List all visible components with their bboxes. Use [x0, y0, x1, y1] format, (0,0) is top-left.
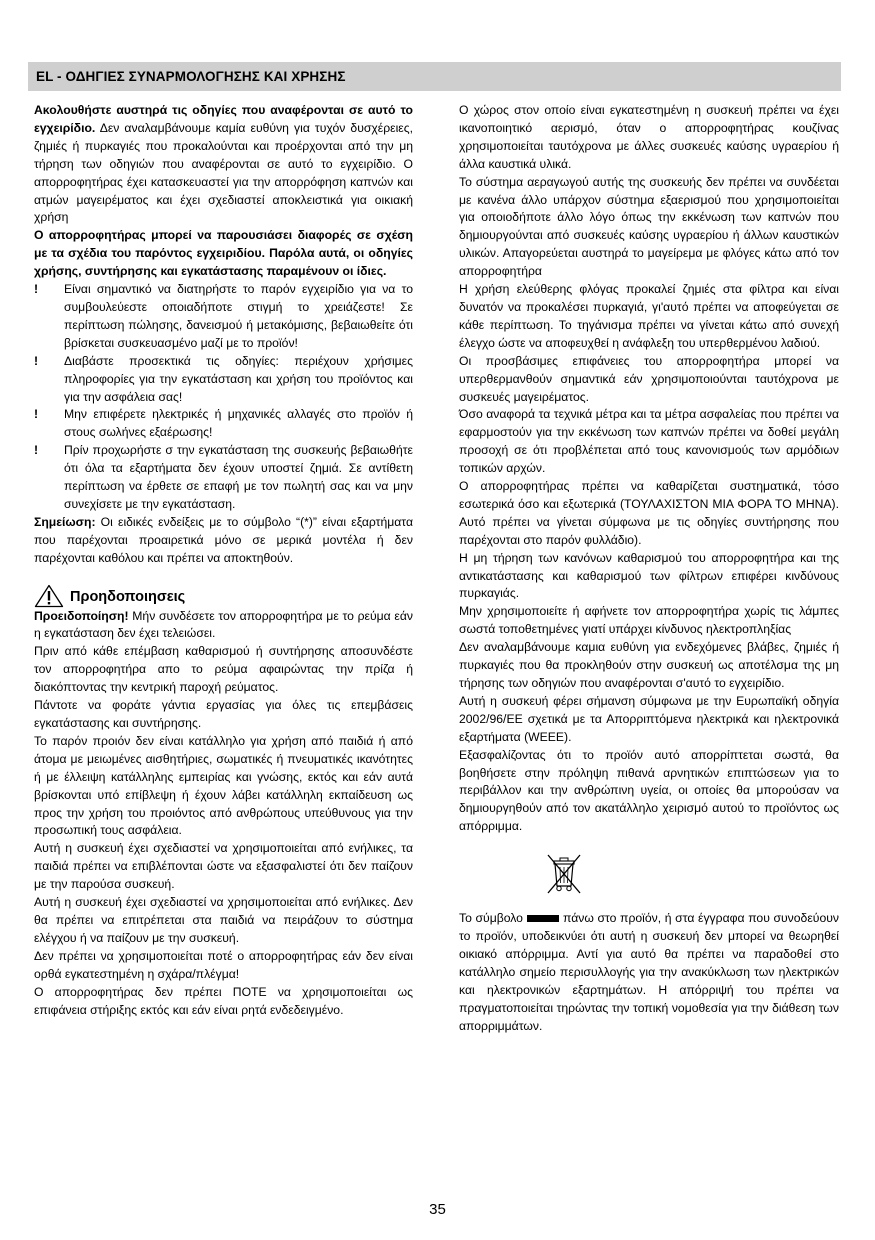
paragraph: Πριν από κάθε επέμβαση καθαρισμού ή συντήρησης αποσυνδέστε τον απορροφητήρα απο το ρεύμα αφαιρώντας την πρίζα ή διακόπτοντας την κεντρική παροχή ρεύματος.: [34, 644, 413, 695]
intro-bold: Ακολουθήστε αυστηρά τις οδηγίες που αναφέρονται σε αυτό το εγχειρίδιο.: [34, 103, 413, 135]
intro-paragraph: [34, 102, 413, 227]
list-item-text: Μην επιφέρετε ηλεκτρικές ή μηχανικές αλλαγές στο προϊόν ή στους σωλήνες εξαέρωσης!: [64, 407, 413, 440]
list-item: [34, 406, 413, 442]
paragraph: Όσο αναφορά τα τεχνικά μέτρα και τα μέτρα ασφαλείας που πρέπει να εφαρμοστούν για την εκκένωση των καπνών πρέπει να δοθεί μεγάλη προσοχή σε ότι προβλέπεται από τους κανονισμούς των αρμόδιων τοπικών αρχών.: [459, 407, 839, 476]
crossed-out-bin-icon: [544, 852, 584, 896]
warning-label: Προειδοποίηση!: [34, 608, 129, 623]
exclamation-mark: !: [34, 407, 39, 422]
list-item: [34, 442, 413, 514]
symbol-text-after: πάνω στο προϊόν, ή στα έγγραφα που συνοδεύουν το προϊόν, υποδεικνύει ότι αυτή η συσκευή δεν μπορεί να θεωρηθεί οικιακό απόρριμμα. Αντί για αυτό θα πρέπει να παραδοθεί στο κατάλληλο σημείο περισυλλογής για την ανακύκλωση των ηλεκτρικών και ηλεκτρονικών εξαρτημάτων. Η απόρριψή του πρέπει να πραγματοποιείται τηρώντας την τοπική νομοθεσία για την διάθεση των απορριμμάτων.: [459, 911, 839, 1033]
warning-triangle-icon: [34, 584, 64, 608]
paragraph: Δεν πρέπει να χρησιμοποιείται ποτέ ο απορροφητήρας εάν δεν είναι ορθά εγκατεστημένη η σχάρα/πλέγμα!: [34, 948, 413, 981]
note-paragraph: [34, 514, 413, 568]
exclamation-mark: !: [34, 353, 39, 368]
symbol-paragraph: [459, 910, 839, 1035]
paragraph: Αυτή η συσκευή έχει σχεδιαστεί να χρησιμοποιείται από ενήλικες, τα παιδιά πρέπει να επιβλέπονται ώστε να εξασφαλιστεί ότι δεν παίζουν με την παρούσα συσκευή.: [34, 841, 413, 892]
paragraph: Το παρόν προιόν δεν είναι κατάλληλο για χρήση από παιδιά ή από άτομα με μειωμένες αισθητήριες, σωματικές ή πνευματικές ικανότητες ή με έλλειψη κατάλληλης εμπειρίας και γνώσης, εκτός και εάν αυτά βρίσκονται υπό επίβλεψη ή έχουν λάβει κατάλληλη εκπαίδευση ως προς την χρήση του προιόντος από ανθρώπους υπεύθυνους για την προσωπική τους ασφάλεια.: [34, 733, 413, 838]
section-title: EL - ΟΔΗΓΙΕΣ ΣΥΝΑΡΜΟΛΟΓΗΣΗΣ ΚΑΙ ΧΡΗΣΗΣ: [36, 69, 346, 84]
paragraph: Η χρήση ελεύθερης φλόγας προκαλεί ζημιές στα φίλτρα και είναι δυνατόν να προκαλέσει πυρκαγιά, γι'αυτό πρέπει να αποφεύγεται σε κάθε περίπτωση. Το τηγάνισμα πρέπει να γίνεται κάτω από συνεχή έλεγχο ώστε να αποφευχθεί η ανάφλεξη του υπερθερμένου λαδιού.: [459, 282, 839, 350]
warnings-heading: [34, 584, 413, 608]
paragraph: Αυτή η συσκευή έχει σχεδιαστεί να χρησιμοποιείται από ενήλικες. Δεν θα πρέπει να επιτρέπεται στα παιδιά να πειράζουν το σύστημα ελέγχου ή να παίζουν με την συσκευή.: [34, 895, 413, 945]
list-item-text: Είναι σημαντικό να διατηρήστε το παρόν εγχειρίδιο για να το συμβουλεύεστε οποιαδήποτε στιγμή το χρειάζεστε! Σε περίπτωση πώλησης, δανεισμού ή μετακόμισης, βεβαιωθείτε ότι βρίσκεται συσκευασμένο μαζί με το προϊόν!: [64, 282, 413, 350]
black-bar-symbol: [527, 915, 559, 922]
paragraph: Πάντοτε να φοράτε γάντια εργασίας για όλες τις επεμβάσεις εγκατάστασης και συντήρησης.: [34, 698, 413, 730]
list-item: [34, 353, 413, 407]
paragraph: Αυτή η συσκευή φέρει σήμανση σύμφωνα με την Ευρωπαϊκή οδηγία 2002/96/ΕΕ σχετικά με τα Απορριπτόμενα ηλεκτρικά και ηλεκτρονικά εξαρτήματα (WEEE).: [459, 693, 839, 744]
paragraph: Ο απορροφητήρας πρέπει να καθαρίζεται συστηματικά, τόσο εσωτερικά όσο και εξωτερικά (ΤΟΥΛΑΧΙΣΤΟΝ ΜΙΑ ΦΟΡΑ ΤΟ ΜΗΝΑ). Αυτό πρέπει να γίνεται σύμφωνα με τις οδηγίες συντήρησης που παρέχονται στο παρόν φυλλάδιο).: [459, 479, 839, 547]
variation-notice: Ο απορροφητήρας μπορεί να παρουσιάσει διαφορές σε σχέση με τα σχέδια του παρόντος εγχειριδίου. Παρόλα αυτά, οι οδηγίες χρήσης, συντήρησης και εγκατάστασης παραμένουν οι ίδιες.: [34, 228, 413, 279]
paragraph: Ο χώρος στον οποίο είναι εγκατεστημένη η συσκευή πρέπει να έχει ικανοποιητικό αερισμό, όταν ο απορροφητήρας κουζίνας χρησιμοποιείται ταυτόχρονα με άλλες συσκευές καύσης υγραερίου ή άλλα καυστικά υλικά.: [459, 103, 839, 171]
warning-paragraph: [34, 608, 413, 644]
note-text: Οι ειδικές ενδείξεις με το σύμβολο “(*)” είναι εξαρτήματα που παρέχονται προαιρετικά μόνο σε μερικά μοντέλα ή δεν παρέχονται καθόλου και πρέπει να αποκτηθούν.: [34, 514, 413, 565]
paragraph: Εξασφαλίζοντας ότι το προϊόν αυτό απορρίπτεται σωστά, θα βοηθήσετε στην πρόληψη πιθανά αρνητικών επιπτώσεων για το περιβάλλον και την ανθρώπινη υγεία, οι οποίες θα μπορούσαν να δημιουργηθούν από τον ακατάλληλο χειρισμό αυτού το προϊόντος ως απόρριμμα.: [459, 747, 839, 834]
paragraph: Το σύστημα αεραγωγού αυτής της συσκευής δεν πρέπει να συνδέεται με κανένα άλλο υπάρχον σύστημα εξαερισμού που χρησιμοποιείται για οποιοδήποτε άλλο λόγο όπως την εκκένωση των καπνών που δημιουργούνται από συσκευές καύσης υγραερίου ή άλλων καυστικών υλικών. Απαγορεύεται αυστηρά το μαγείρεμα με φλόγες κάτω από τον απορροφητήρα: [459, 174, 839, 279]
list-item: [34, 281, 413, 353]
exclamation-mark: !: [34, 282, 39, 297]
paragraph: Οι προσβάσιμες επιφάνειες του απορροφητήρα μπορεί να υπερθερμανθούν σημαντικά εάν χρησιμοποιούνται ταυτόχρονα με συσκευές μαγειρέματος.: [459, 353, 839, 404]
safety-bullet-list: [34, 281, 413, 514]
paragraph: Η μη τήρηση των κανόνων καθαρισμού του απορροφητήρα και της αντικατάστασης και καθαρισμού των φίλτρων επιφέρει κινδύνους πυρκαγιάς.: [459, 550, 839, 601]
intro-text: Δεν αναλαμβάνουμε καμία ευθύνη για τυχόν δυσχέρειες, ζημιές ή πυρκαγιές που προκαλούνται και προέρχονται από την μη τήρηση των οδηγιών που αναφέρονται σε αυτό το εγχειρίδιο. Ο απορροφητήρας έχει κατασκευαστεί για την απορρόφηση καπνών και ατμών μαγειρέματος και έχει σχεδιαστεί αποκλειστικά για οικιακή χρήση: [34, 120, 413, 225]
left-column: [34, 102, 413, 1019]
warning-text: Μήν συνδέσετε τον απορροφητήρα με το ρεύμα εάν η εγκατάσταση δεν έχει τελειώσει.: [34, 608, 413, 641]
section-header-bar: [28, 62, 841, 91]
list-item-text: Διαβάστε προσεκτικά τις οδηγίες: περιέχουν χρήσιμες πληροφορίες για την εγκατάσταση και χρήση του προϊόντος και για την ασφάλεια σας!: [64, 353, 413, 404]
paragraph: Ο απορροφητήρας δεν πρέπει ΠΟΤΕ να χρησιμοποιείται ως επιφάνεια στήριξης εκτός και εάν είναι ρητά ενδεδειγμένο.: [34, 984, 413, 1017]
right-column: [459, 102, 839, 1036]
paragraph: Μην χρησιμοποιείτε ή αφήνετε τον απορροφητήρα χωρίς τις λάμπες σωστά τοποθετημένες γιατί υπάρχει κίνδυνος ηλεκτροπληξίας: [459, 604, 839, 637]
paragraph: Δεν αναλαμβάνουμε καμια ευθύνη για ενδεχόμενες βλάβες, ζημιές ή πυρκαγιές που θα προκληθούν στην συσκευή ως αποτέλσμα της μη τήρησης των οδηγιών που αναφέρονται σ'αυτό το εγχειρίδιο.: [459, 640, 839, 690]
note-label: Σημείωση:: [34, 514, 96, 529]
page-number: 35: [429, 1201, 446, 1218]
exclamation-mark: !: [34, 443, 39, 458]
warnings-title: Προηδοποιησεις: [70, 588, 186, 605]
symbol-text-before: Το σύμβολο: [459, 911, 523, 926]
list-item-text: Πρίν προχωρήστε σ την εγκατάσταση της συσκευής βεβαιωθήτε ότι όλα τα εξαρτήματα δεν έχουν υποστεί ζημιά. Σε αντίθετη περίπτωση να έρθετε σε επαφή με τον πωλητή σας και να μην συνεχίσετε με την εγκατάσταση.: [64, 443, 413, 511]
weee-symbol-area: [459, 846, 839, 910]
